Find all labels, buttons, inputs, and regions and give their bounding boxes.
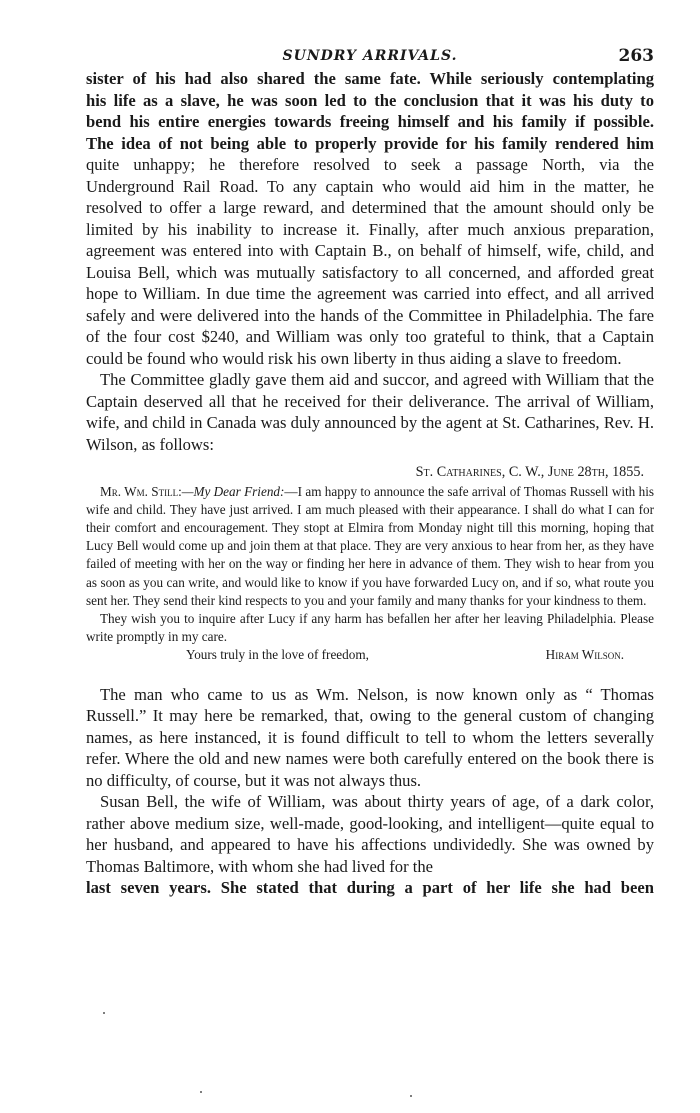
paper-speck xyxy=(103,1012,105,1014)
letter-dateline: St. Catharines, C. W., June 28th, 1855. xyxy=(415,464,644,480)
quoted-letter xyxy=(86,463,654,666)
letter-signoff xyxy=(86,646,654,666)
letter-body-1 xyxy=(86,483,654,610)
letter-body-2: They wish you to inquire after Lucy if any harm has befallen her after her leaving Philadelphia. Please write promptly in my care. xyxy=(86,610,654,644)
running-title: SUNDRY ARRIVALS. xyxy=(282,48,458,64)
paragraph-1-line-5: quite unhappy; he therefore resolved to seek a passage North, via the xyxy=(86,155,654,174)
paragraph-1-line-3: bend his entire energies towards freeing himself and his family if possible. xyxy=(86,112,654,131)
paragraph-3: The man who came to us as Wm. Nelson, is now known only as “ Thomas Russell.” It may here be remarked, that, owing to the general custom of changing names, as here instanced, it is found difficult to tell to whom the letters severally refer. Where the old and new names were both carefully entered on the book there is no difficulty, of course, but it was not always thus. xyxy=(86,684,654,790)
letter-closing: Yours truly in the love of freedom, xyxy=(186,646,369,662)
paragraph-2: The Committee gladly gave them aid and succor, and agreed with William that the Captain deserved all that he received for their deliverance. The arrival of William, wife, and child in Canada was duly announced by the agent at St. Catharines, Rev. H. Wilson, as follows: xyxy=(86,370,654,454)
letter-body-1-text: —I am happy to announce the safe arrival of Thomas Russell with his wife and child. They have just arrived. I am much pleased with their appearance. I shall do what I can for their comfort and encouragement. They stopt at Elmira from Monday night till this morning, hoping that Lucy Bell would come up and join them at that place. They are very anxious to hear from her, as they have failed of meeting with her on the way or finding her here in advance of them. They wish to hear from you as soon as you can write, and would like to know if you have forwarded Lucy on, and if so, what route you sent her. They send their kind respects to you and your family and many thanks for your kindness to them. xyxy=(86,484,655,608)
page-header xyxy=(86,44,654,68)
letter-signature: Hiram Wilson. xyxy=(545,646,624,662)
section-gap xyxy=(86,666,654,684)
paper-speck xyxy=(410,1095,412,1097)
paragraph-1-line-2: his life as a slave, he was soon led to the conclusion that it was his duty to xyxy=(86,90,654,110)
letter-greeting: —My Dear Friend: xyxy=(181,484,285,500)
paragraph-1-rest: Underground Rail Road. To any captain who would aid him in the matter, he resolved to offer a large reward, and determined that the amount should only be limited by his inability to increase it. Finally, after much anxious preparation, agreement was entered into with Captain B., on behalf of himself, wife, child, and Louisa Bell, which was mutually satisfactory to all concerned, and afforded great hope to William. In due time the agreement was carried into effect, and all arrived safely and were delivered into the hands of the Committee in Philadelphia. The fare of the four cost $240, and William was only too grateful to think, that a Captain could be found who would risk his own liberty in thus aiding a slave to freedom. xyxy=(86,176,654,368)
main-text xyxy=(86,68,654,455)
paper-speck xyxy=(200,1091,202,1093)
paragraph-1-line-1: sister of his had also shared the same fate. While seriously contemplating xyxy=(86,69,654,88)
page-number: 263 xyxy=(618,46,654,66)
paragraph-1-line-4: The idea of not being able to properly provide for his family rendered him xyxy=(86,133,654,153)
paragraph-4: Susan Bell, the wife of William, was about thirty years of age, of a dark color, rather above medium size, well-made, good-looking, and intelligent—quite equal to her husband, and appeared to have his affections undividedly. She was owned by Thomas Baltimore, with whom she had lived for the xyxy=(86,792,654,876)
paragraph-4-last-line: last seven years. She stated that during a part of her life she had been xyxy=(86,878,654,898)
letter-recipient: Mr. Wm. Still: xyxy=(100,484,182,500)
main-text-continued xyxy=(86,684,654,899)
book-page xyxy=(86,44,654,899)
